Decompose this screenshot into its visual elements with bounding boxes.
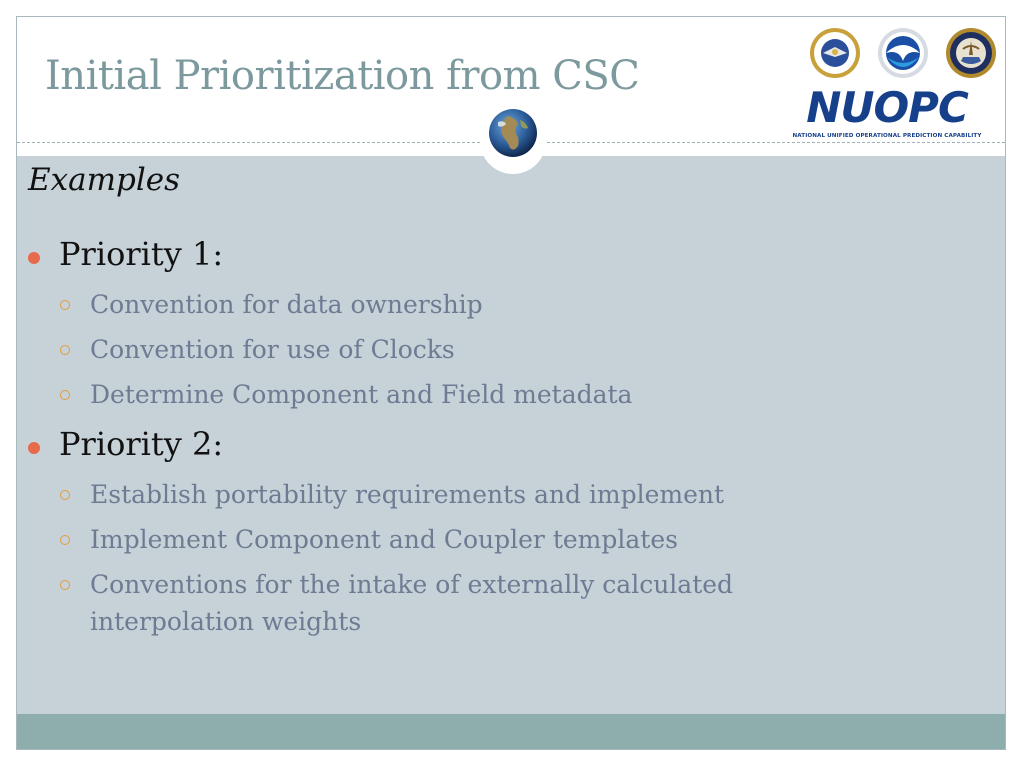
priority-1-item-text: Determine Component and Field metadata <box>90 380 633 409</box>
nuopc-logo <box>787 27 987 142</box>
air-force-seal-icon <box>809 27 861 79</box>
priority-2-item-text: Establish portability requirements and implement <box>90 480 725 509</box>
priority-1-item-text: Convention for use of Clocks <box>90 335 455 364</box>
subheading: Examples <box>28 162 181 198</box>
bullet-dot-icon <box>28 252 40 264</box>
ring-bullet-icon <box>60 535 70 545</box>
slide-title: Initial Prioritization from CSC <box>45 53 640 99</box>
globe-icon <box>488 108 538 158</box>
navy-seal-icon <box>945 27 997 79</box>
logo-tagline: NATIONAL UNIFIED OPERATIONAL PREDICTION CAPABILITY <box>792 133 982 139</box>
ring-bullet-icon <box>60 300 70 310</box>
bullet-dot-icon <box>28 442 40 454</box>
logo-wordmark: NUOPC <box>806 83 968 132</box>
priority-2-item-text: Implement Component and Coupler templates <box>90 525 678 554</box>
priority-2-label: Priority 2: <box>59 425 224 463</box>
priority-2-item-text: Conventions for the intake of externally calculated interpolation weights <box>90 570 734 636</box>
noaa-seal-icon <box>877 27 929 79</box>
ring-bullet-icon <box>60 580 70 590</box>
priority-1-label: Priority 1: <box>59 235 224 273</box>
ring-bullet-icon <box>60 490 70 500</box>
ring-bullet-icon <box>60 390 70 400</box>
globe-badge <box>480 100 546 174</box>
footer-band <box>17 714 1005 749</box>
ring-bullet-icon <box>60 345 70 355</box>
priority-1-item-text: Convention for data ownership <box>90 290 483 319</box>
